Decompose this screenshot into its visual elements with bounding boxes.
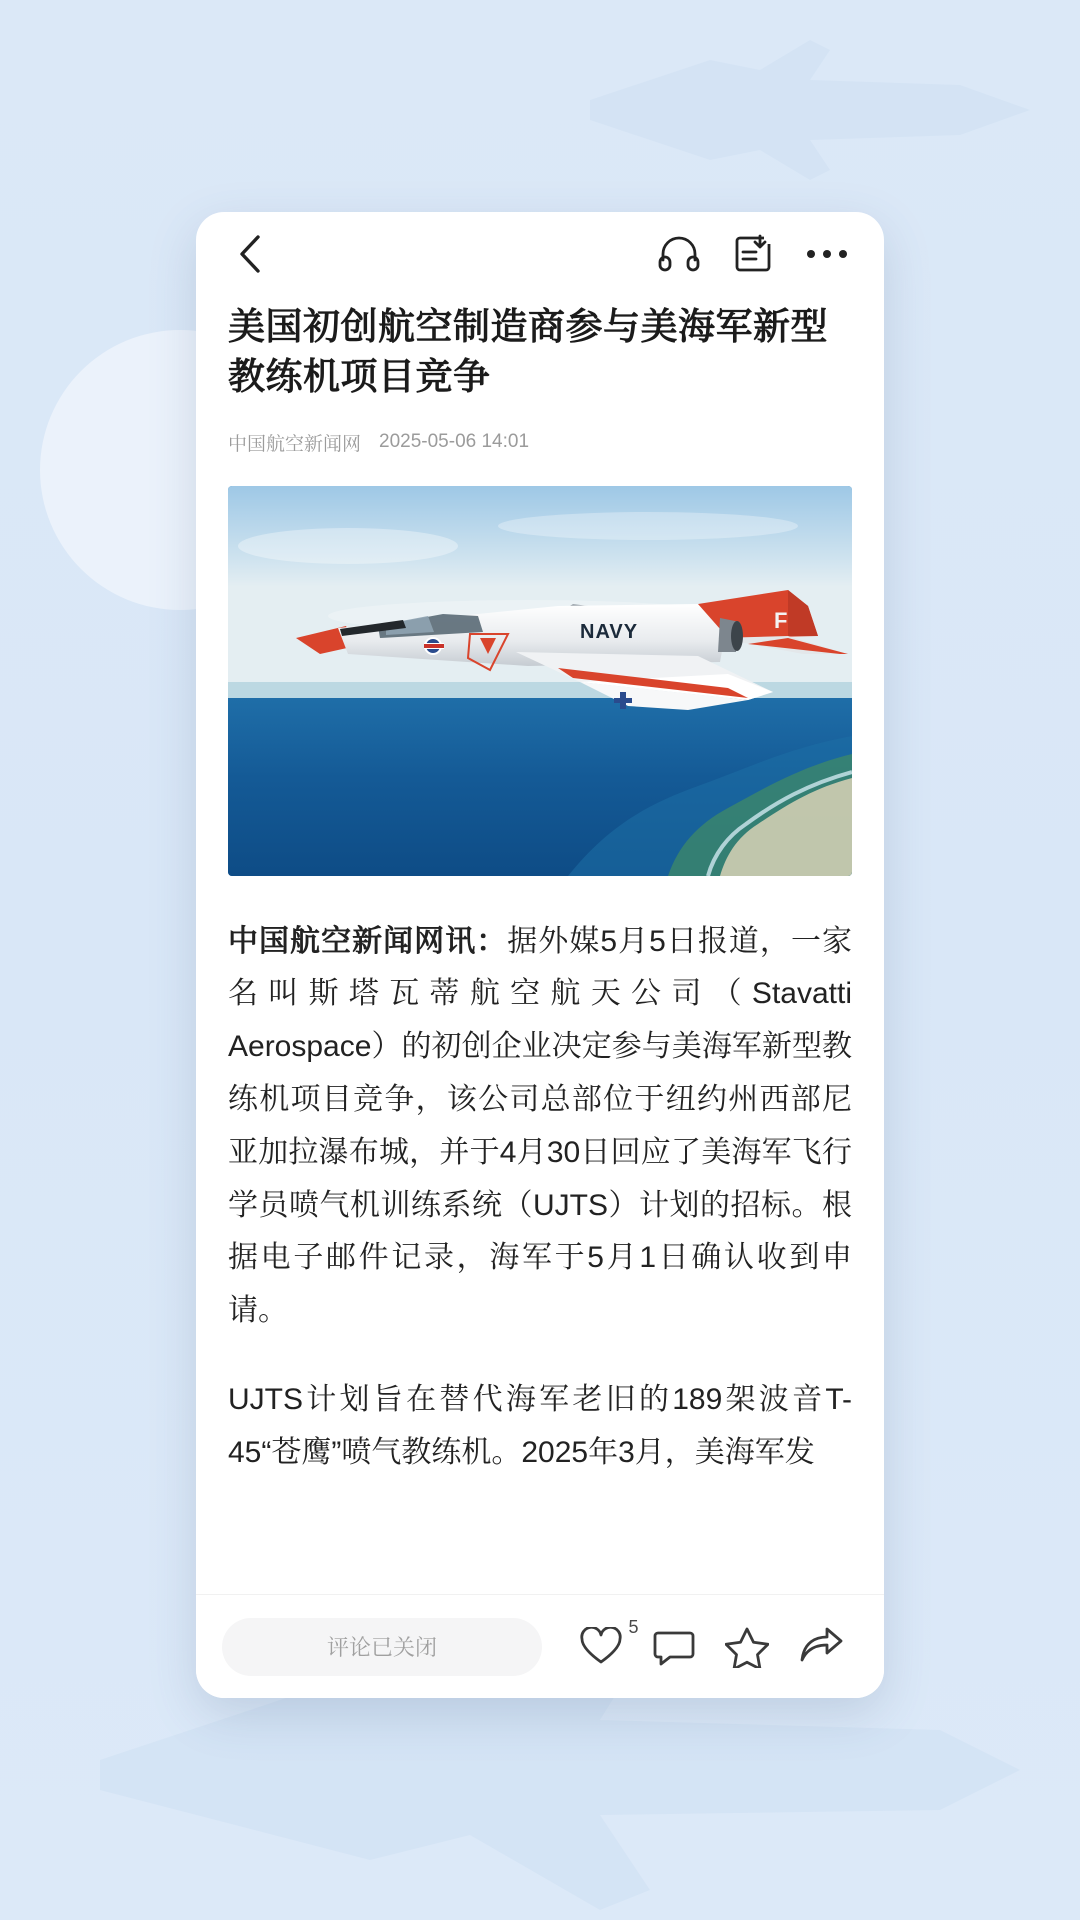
comment-button[interactable] <box>652 1627 696 1667</box>
article-timestamp: 2025-05-06 14:01 <box>379 431 530 453</box>
background-plane-silhouette-top <box>560 40 1040 180</box>
article-paragraph-1 <box>228 916 852 1338</box>
article-paragraph-1-text: 据外媒5月5日报道，一家名叫斯塔瓦蒂航空航天公司（Stavatti Aerospace）的初创企业决定参与美海军新型教练机项目竞争，该公司总部位于纽约州西部尼亚加拉瀑布城，并于4月30日回应了美海军飞行学员喷气机训练系统（UJTS）计划的招标。根据电子邮件记录，海军于5月1日确认收到申请。 <box>228 924 852 1328</box>
heart-icon <box>579 1627 623 1667</box>
page-title: 美国初创航空制造商参与美海军新型教练机项目竞争 <box>228 306 828 398</box>
top-toolbar <box>196 212 884 296</box>
download-to-list-icon <box>734 234 772 274</box>
comment-input[interactable]: 评论已关闭 <box>222 1618 542 1676</box>
bottom-action-bar <box>196 1594 884 1698</box>
hero-image[interactable] <box>228 486 852 876</box>
svg-text:NAVY: NAVY <box>580 620 639 643</box>
article-source: 中国航空新闻网 <box>228 433 362 455</box>
svg-text:F: F <box>774 607 788 633</box>
headphones-icon <box>658 236 700 272</box>
download-button[interactable] <box>734 234 772 274</box>
article-paragraph-2: UJTS计划旨在替代海军老旧的189架波音T-45“苍鹰”喷气教练机。2025年3月，美海军发 <box>228 1383 852 1469</box>
more-button[interactable] <box>806 247 848 261</box>
chevron-left-icon <box>237 234 263 274</box>
more-horizontal-icon <box>806 247 848 261</box>
article-body[interactable] <box>196 296 884 1594</box>
article-paragraph-1-lead: 中国航空新闻网讯： <box>228 924 508 958</box>
share-button[interactable] <box>798 1626 844 1668</box>
navy-trainer-jet-illustration <box>228 486 852 876</box>
share-icon <box>798 1626 844 1668</box>
article-card <box>196 212 884 1698</box>
comment-bubble-icon <box>652 1627 696 1667</box>
favorite-button[interactable] <box>725 1626 769 1668</box>
listen-button[interactable] <box>658 236 700 272</box>
back-button[interactable] <box>224 228 276 280</box>
star-icon <box>725 1626 769 1668</box>
article-meta <box>228 429 852 456</box>
like-count: 5 <box>628 1616 639 1637</box>
like-button[interactable] <box>579 1616 639 1667</box>
